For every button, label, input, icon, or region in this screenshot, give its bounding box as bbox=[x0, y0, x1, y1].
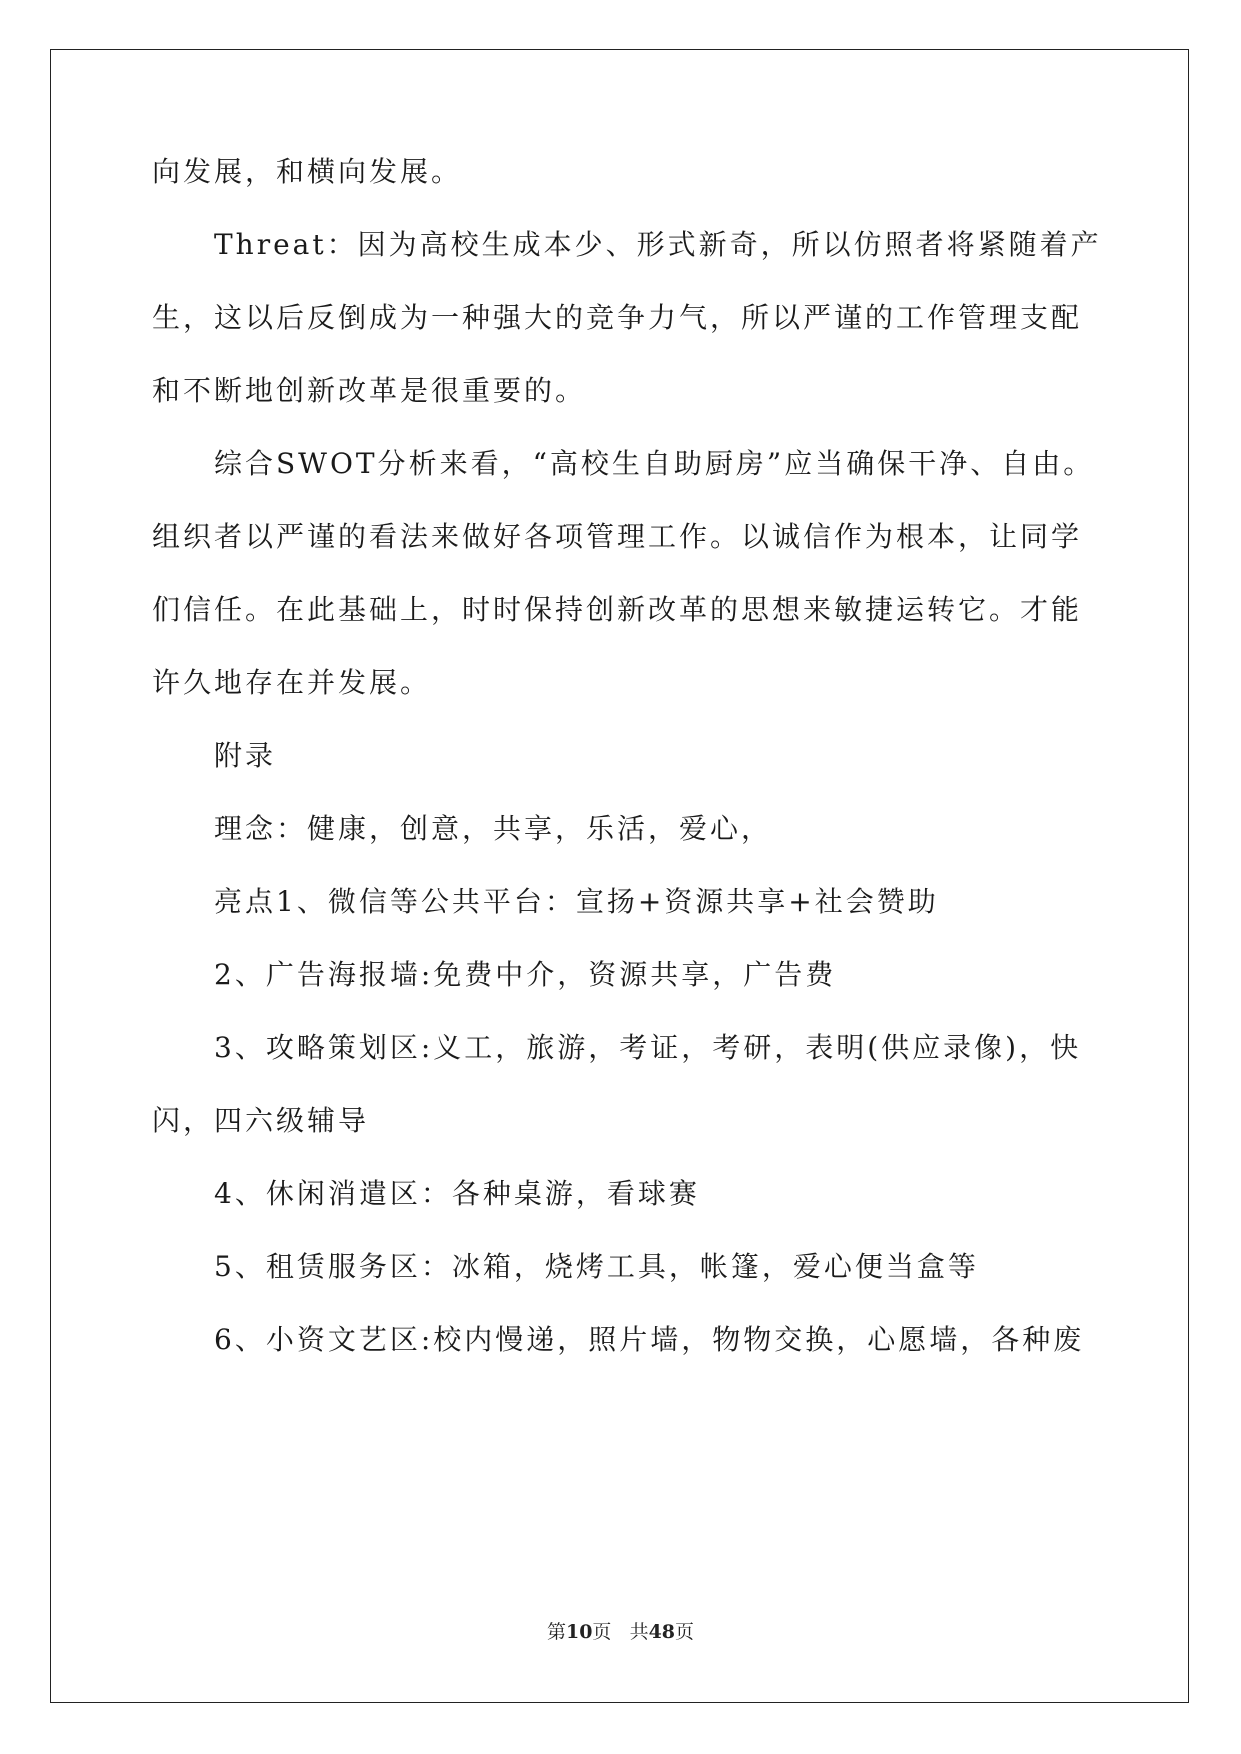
footer-page-label: 页 bbox=[592, 1621, 612, 1643]
text-line: 理念：健康，创意，共享，乐活，爱心， bbox=[214, 812, 773, 845]
text-line: 综合SWOT分析来看，“高校生自助厨房”应当确保干净、自由。 bbox=[214, 447, 1095, 480]
list-item: 5、租赁服务区：冰箱，烧烤工具，帐篷，爱心便当盒等 bbox=[214, 1250, 979, 1283]
text-line: 们信任。在此基础上，时时保持创新改革的思想来敏捷运转它。才能 bbox=[152, 593, 1083, 626]
text-line: 生，这以后反倒成为一种强大的竞争力气，所以严谨的工作管理支配 bbox=[152, 301, 1083, 334]
list-item: 4、休闲消遣区：各种桌游，看球赛 bbox=[214, 1177, 700, 1210]
list-item-continuation: 闪，四六级辅导 bbox=[152, 1104, 370, 1137]
text-line: 许久地存在并发展。 bbox=[152, 666, 432, 699]
page-footer bbox=[0, 1620, 1241, 1644]
footer-total-prefix: 共 bbox=[629, 1621, 649, 1643]
current-page-number: 10 bbox=[565, 1621, 593, 1643]
list-item: 6、小资文艺区:校内慢递，照片墙，物物交换，心愿墙，各种废 bbox=[214, 1323, 1085, 1356]
list-item: 2、广告海报墙:免费中介，资源共享，广告费 bbox=[214, 958, 837, 991]
text-line: 向发展，和横向发展。 bbox=[152, 155, 463, 188]
list-item: 3、攻略策划区:义工，旅游，考证，考研，表明(供应录像)，快 bbox=[214, 1031, 1082, 1064]
text-line: 组织者以严谨的看法来做好各项管理工作。以诚信作为根本，让同学 bbox=[152, 520, 1083, 553]
footer-prefix: 第 bbox=[546, 1621, 566, 1643]
section-heading: 附录 bbox=[214, 739, 277, 772]
text-line: Threat：因为高校生成本少、形式新奇，所以仿照者将紧随着产 bbox=[214, 228, 1102, 261]
footer-total-label: 页 bbox=[675, 1621, 695, 1643]
text-line: 和不断地创新改革是很重要的。 bbox=[152, 374, 587, 407]
list-item: 亮点1、微信等公共平台：宣扬+资源共享+社会赞助 bbox=[214, 885, 939, 918]
total-pages-number: 48 bbox=[648, 1621, 676, 1643]
